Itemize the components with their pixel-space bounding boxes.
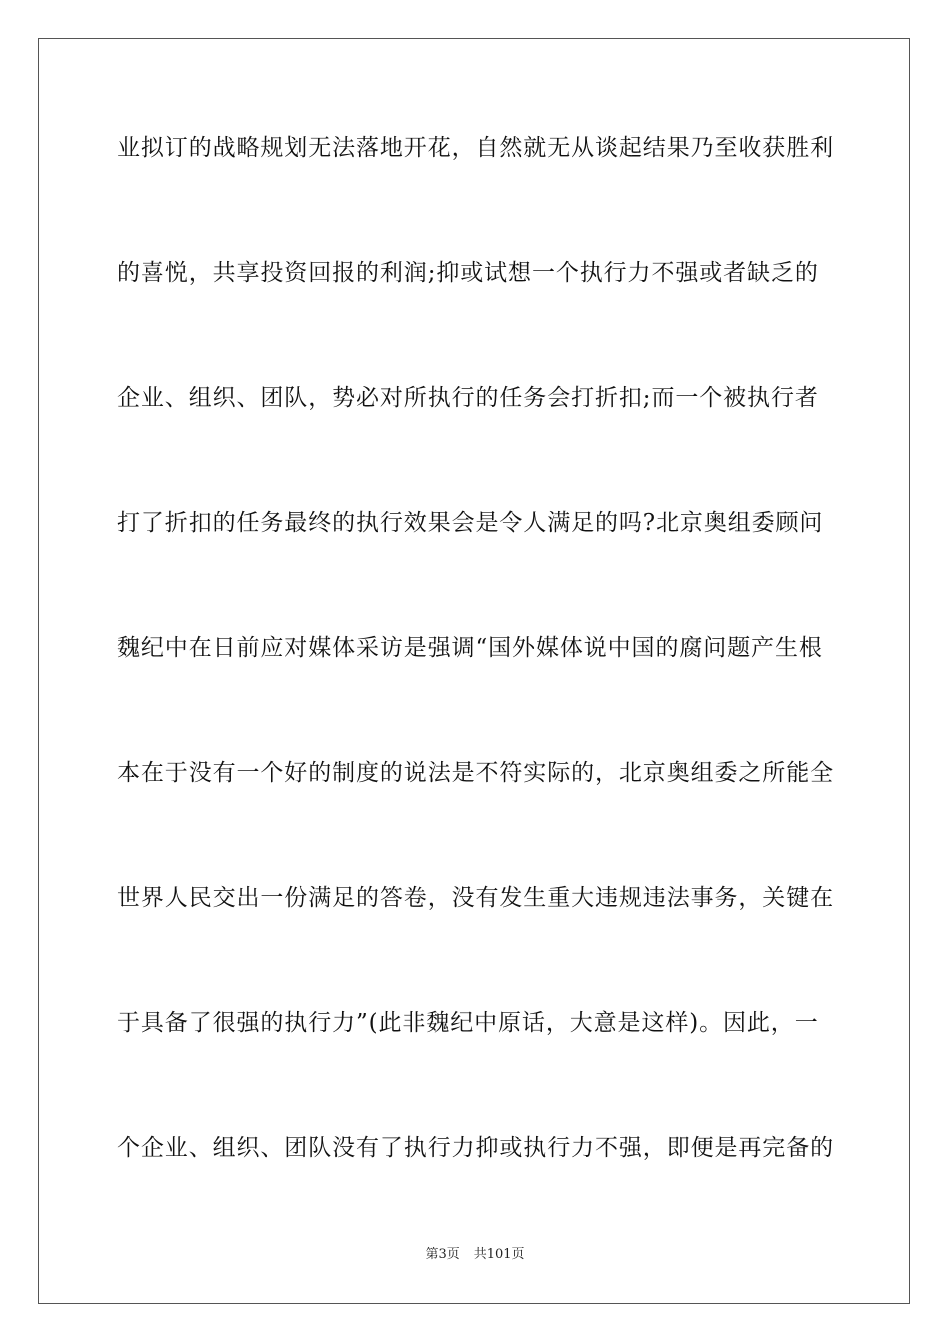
text-line-2: 的喜悦，共享投资回报的利润;抑或试想一个执行力不强或者缺乏的 bbox=[117, 260, 819, 286]
text-line-8: 于具备了很强的执行力”(此非魏纪中原话，大意是这样)。因此，一 bbox=[117, 1010, 819, 1036]
text-line-3: 企业、组织、团队，势必对所执行的任务会打折扣;而一个被执行者 bbox=[117, 385, 819, 411]
text-line-5: 魏纪中在日前应对媒体采访是强调“国外媒体说中国的腐问题产生根 bbox=[117, 635, 823, 661]
text-line-4: 打了折扣的任务最终的执行效果会是令人满足的吗?北京奥组委顾问 bbox=[117, 510, 824, 536]
text-line-9: 个企业、组织、团队没有了执行力抑或执行力不强，即便是再完备的 bbox=[117, 1135, 834, 1161]
text-line-7: 世界人民交出一份满足的答卷，没有发生重大违规违法事务，关键在 bbox=[117, 885, 834, 911]
text-line-6: 本在于没有一个好的制度的说法是不符实际的，北京奥组委之所能全 bbox=[117, 760, 834, 786]
text-line-1: 业拟订的战略规划无法落地开花，自然就无从谈起结果乃至收获胜利 bbox=[117, 135, 834, 161]
page-number: 第3页 bbox=[425, 1247, 460, 1262]
page-total: 共101页 bbox=[473, 1247, 525, 1262]
page-footer bbox=[0, 1246, 950, 1264]
page-border bbox=[38, 38, 910, 1304]
